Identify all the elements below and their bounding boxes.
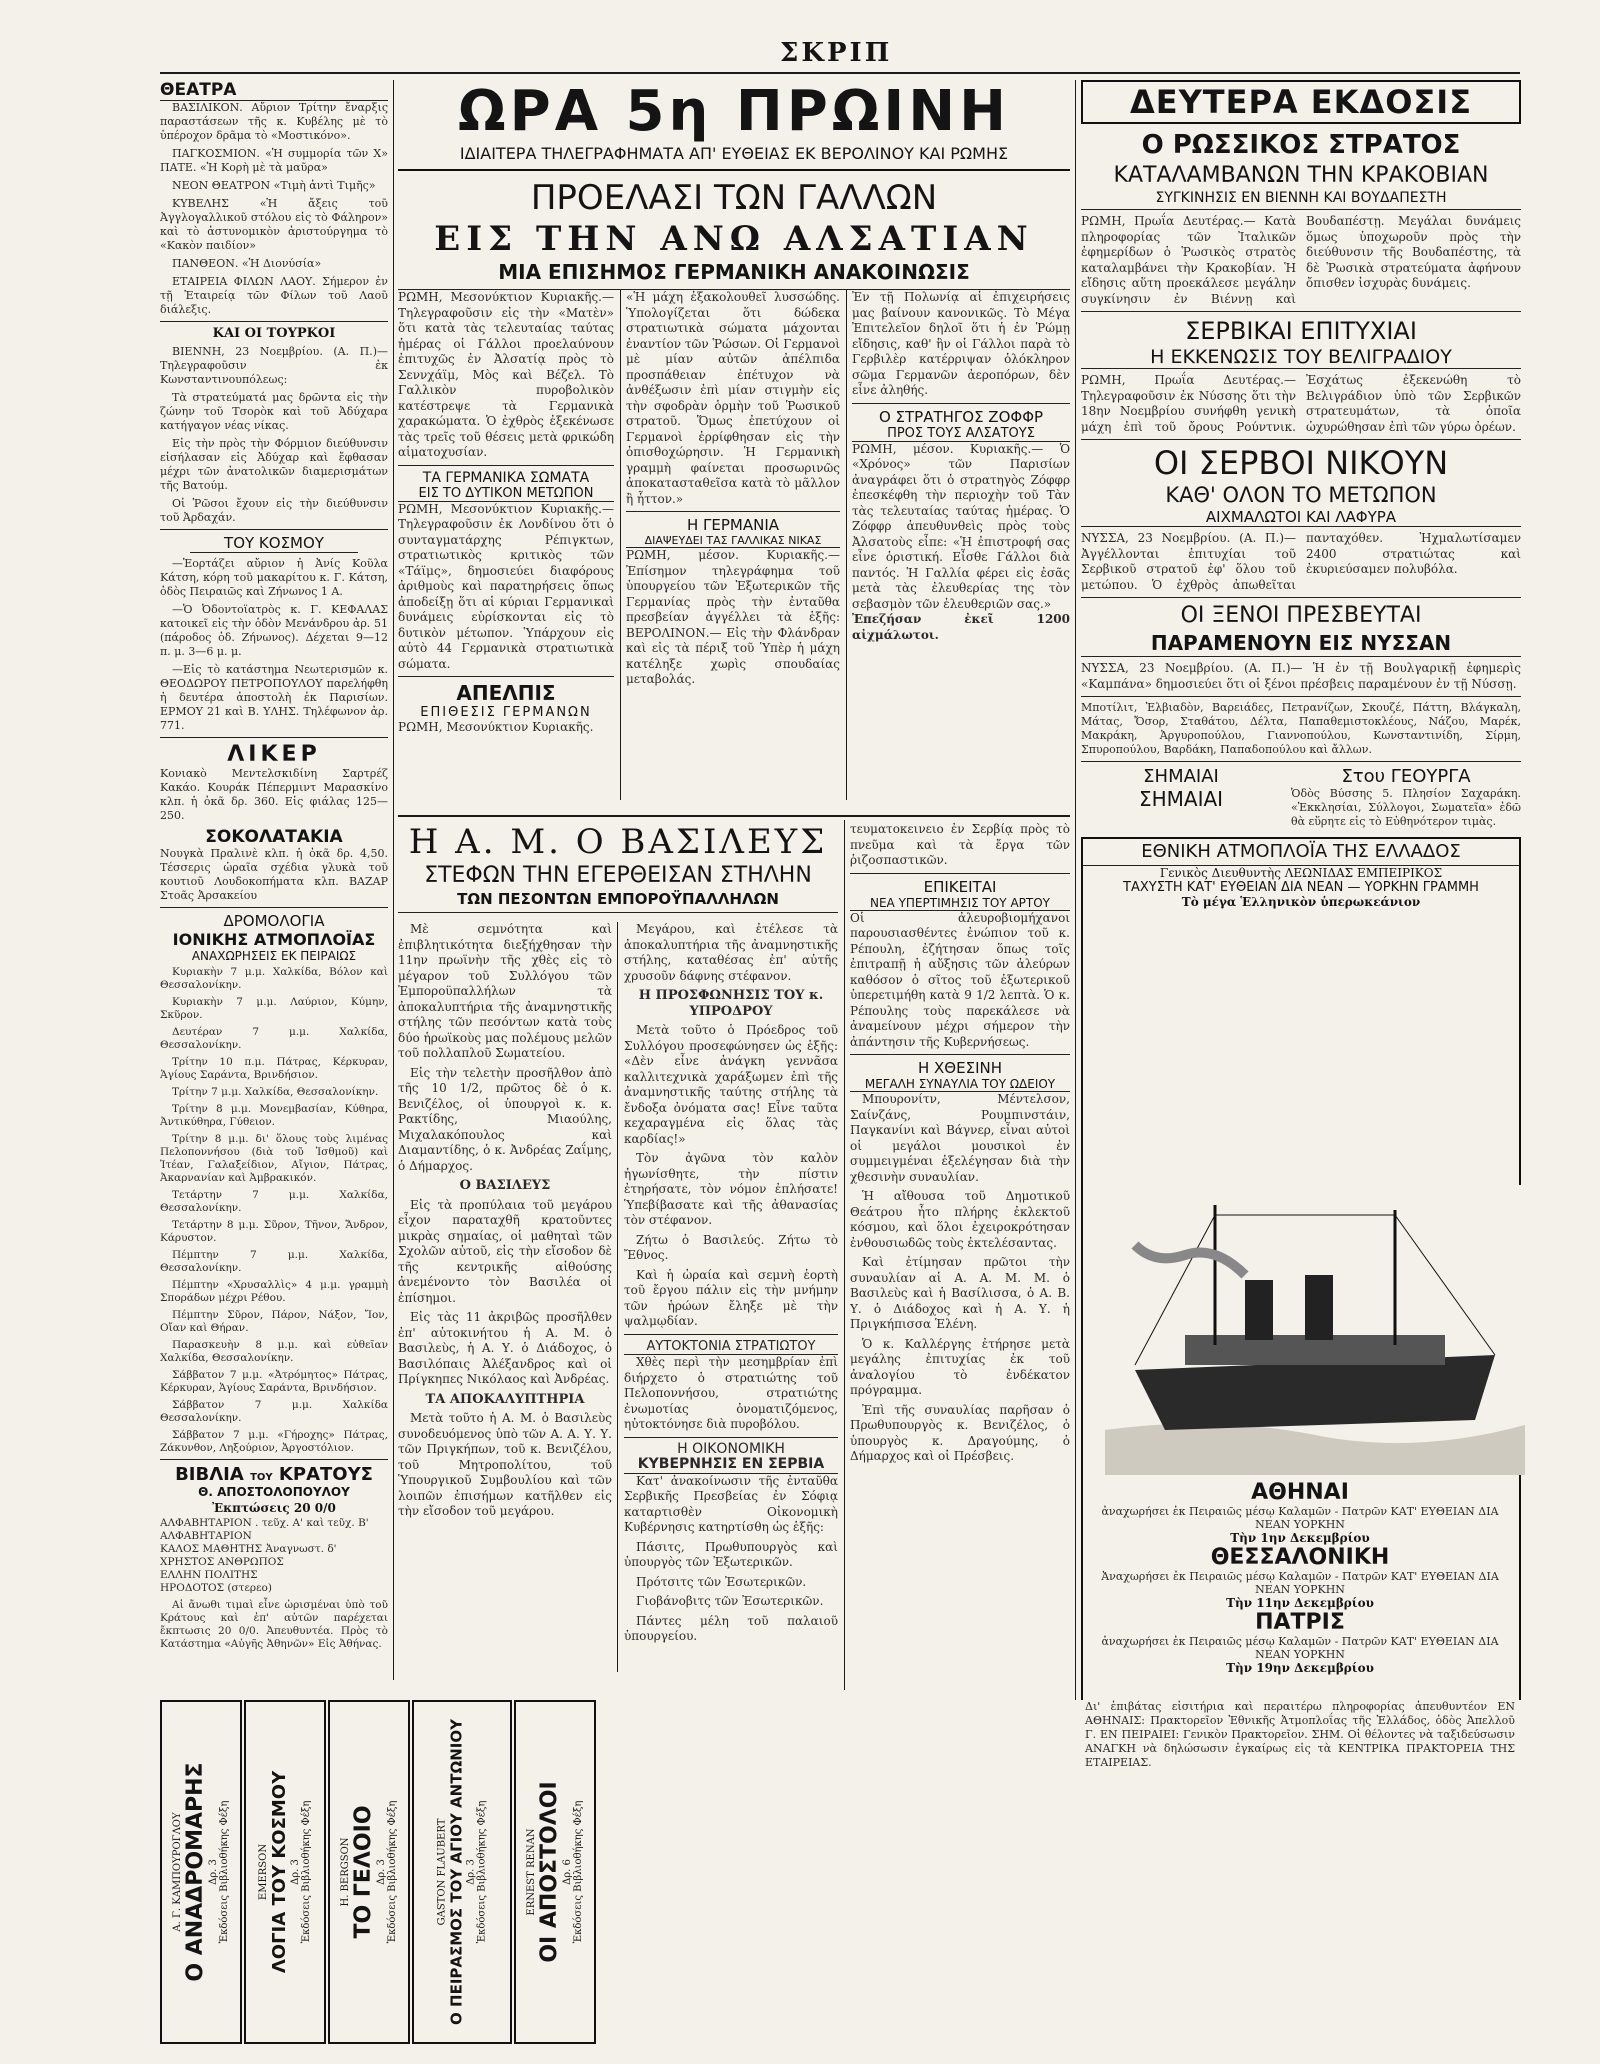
battle-article: «Ἡ μάχη ἐξακολουθεῖ λυσσώδης. Ὑπολογίζεται ὅτι δώδεκα στρατιωτικὰ σώματα μάχονται ἐναντίον τῶν Ῥώσων. Οἱ Γερμανοὶ μὲ μίαν αὐτῶν ἀπέλπιδα προσπάθειαν ἐπέτυχον νὰ ἀνθέξωσιν ἐπὶ μίαν στιγμὴν εἰς τὴν σφοδρὰν ὁρμὴν τοῦ Ῥωσικοῦ στρατοῦ. Ὅμως ἐπετύχουν οἱ Γερμανοὶ ἐρρίφθησαν εἰς τὴν ὀπισθοχώρησιν. Ἡ Γερμανικὴ γραμμὴ φαίνεται προσωρινῶς ἀποκατασταθεῖσα κατὰ τὸ μᾶλλον ἢ ἧττον.» <box>626 290 840 506</box>
ship-schedule <box>1085 1480 1515 1695</box>
brands-list: Μποτίλιτ, Ἐλβιαδὸν, Βαρειάδες, Πετρανίζων, Σκουζέ, Πάττη, Βλάγκαλη, Μάτας, Ὄσορ, Σταθάτου, Δέλτα, Παπαθεμιστοκλέους, Νάζου, Μαρέκ, Μακράκη, Ἀργυροπούλου, Γιαννοπούλου, Κωνσταντινίδη, Σίρμη, Σπυροπούλου, Βαρδάκη, Παπαδοπούλου καὶ ἄλλων. <box>1081 701 1521 756</box>
book-publisher: Ἐκδόσεις Βιβλιοθήκης Φέξη <box>387 1800 398 1944</box>
books-author: Θ. ΑΠΟΣΤΟΛΟΠΟΥΛΟΥ <box>198 1485 350 1499</box>
bread-article: Οἱ ἀλευροβιομήχανοι παρουσιασθέντες ἐνώπιον τοῦ κ. Ρέπουλη, ἐζήτησαν ὅπως τοῖς ἐπιτραπῇ ἡ αὔξησις τῶν ἀλεύρων καθόσον ὁ σῖτος τοῦ ἐξωτερικοῦ ὑπερετιμήθη κατὰ 9 1/2 λεπτὰ. Ὁ κ. Ρέπουλης τοὺς παρεκάλεσε νὰ ἀναμείνουν μέχρι σήμερον τὴν ἀπάντησιν τῆς Κυβερνήσεως. <box>850 910 1070 1049</box>
ship-route-thessaloniki: Ἀναχωρήσει ἐκ Πειραιῶς μέσῳ Καλαμῶν - Πατρῶν ΚΑΤ' ΕΥΘΕΙΑΝ ΔΙΑ ΝΕΑΝ ΥΟΡΚΗΝ <box>1101 1570 1499 1596</box>
book-author: GASTON FLAUBERT <box>436 1818 448 1926</box>
chocolates-text: Νουγκὰ Πραλινὲ κλπ. ἡ ὀκᾶ δρ. 4,50. Τέσσερις ὡραῖα σχέδια γλυκὰ τοῦ κουτιοῦ Λουδοκοπήματα κλπ. ΒΑΖΑΡ Στοᾶς Ἀρσακείου <box>160 847 388 902</box>
book-ad-inner <box>437 1719 488 2025</box>
subheading: Ο ΒΑΣΙΛΕΥΣ <box>459 1178 551 1193</box>
divider <box>398 676 614 677</box>
route-item: Τρίτην 7 μ.μ. Χαλκίδα, Θεσσαλονίκην. <box>172 1086 379 1098</box>
soldier-title: ΑΥΤΟΚΤΟΝΙΑ ΣΤΡΑΤΙΩΤΟΥ <box>624 1339 838 1356</box>
theatre-line: ΝΕΟΝ ΘΕΑΤΡΟΝ «Τιμὴ ἀντὶ Τιμῆς» <box>172 179 376 192</box>
germany-denies-subtitle: ΔΙΑΨΕΥΔΕΙ ΤΑΣ ΓΑΛΛΙΚΑΣ ΝΙΚΑΣ <box>626 534 840 548</box>
book-ad-apostoloi <box>514 1700 596 2044</box>
king-col-1 <box>398 922 612 1682</box>
king-text-2 <box>624 922 838 1645</box>
king-subtitle: ΣΤΕΦΩΝ ΤΗΝ ΕΓΕΡΘΕΙΣΑΝ ΣΤΗΛΗΝ <box>424 863 812 888</box>
german-corps-title: ΤΑ ΓΕΡΜΑΝΙΚΑ ΣΩΜΑΤΑ <box>422 469 590 486</box>
book-item: ΚΑΛΟΣ ΜΑΘΗΤΗΣ Ἀναγνωστ. δ' <box>160 1543 337 1555</box>
paragraph: Ἐπὶ τῆς συναυλίας παρῆσαν ὁ Πρωθυπουργὸς κ. Βενιζέλος, ὁ ὑπουργὸς κ. Δραγούμης, ὁ Δήμαρχος καὶ οἱ Πρέσβεις. <box>850 1402 1070 1463</box>
divider <box>1081 761 1521 762</box>
desperate-article: ΡΩΜΗ, Μεσονύκτιον Κυριακῆς. <box>398 720 594 734</box>
paragraph: Πάσιτς, Πρωθυπουργὸς καὶ ὑπουργὸς τῶν Ἐξωτερικῶν. <box>624 1539 838 1569</box>
book-ad-anadromaris <box>160 1700 242 2044</box>
routes-title: ΔΡΟΜΟΛΟΓΙΑ <box>223 912 325 930</box>
book-price: Δρ. 3 <box>290 1859 301 1885</box>
book-ad-logia <box>244 1700 326 2044</box>
concert-article <box>850 1092 1070 1465</box>
divider <box>624 1334 838 1335</box>
paragraph: Ζήτω ὁ Βασιλεύς. Ζήτω τὸ Ἔθνος. <box>624 1232 838 1262</box>
germany-denies-article: ΡΩΜΗ, μέσον. Κυριακῆς.—Ἐπίσημον τηλεγράφημα τοῦ ὑπουργείου τῶν Ἐξωτερικῶν τῆς Γερμανίας πρὸς τὴν ἐνταῦθα πρεσβείαν ἀγγέλλει τὰ ἑξῆς: ΒΕΡΟΛΙΝΟΝ.— Εἰς τὴν Φλάνδραν καὶ εἰς τὰ πέριξ τοῦ Ὑπὲρ ἡ μάχη κατέληξε χωρὶς σπουδαίας μεταβολάς. <box>626 548 840 686</box>
turks-title: ΚΑΙ ΟΙ ΤΟΥΡΚΟΙ <box>212 326 336 341</box>
paragraph: Οἱ Ῥῶσοι ἔχουν εἰς τὴν διεύθυνσιν τοῦ Ἀρδαχάν. <box>160 497 388 524</box>
book-title: ΟΙ ΑΠΟΣΤΟΛΟΙ <box>537 1781 562 1963</box>
serbs-subtitle-2: ΑΙΧΜΑΛΩΤΟΙ ΚΑΙ ΛΑΦΥΡΑ <box>1081 508 1521 527</box>
world-title: ΤΟΥ ΚΟΣΜΟΥ <box>190 534 358 553</box>
book-item: ΗΡΟΔΟΤΟΣ (στερεο) <box>160 1582 272 1594</box>
books-note: Αἱ ἄνωθι τιμαὶ εἶνε ὡρισμέναι ὑπὸ τοῦ Κράτους καὶ ἐπ' αὐτῶν παρέχεται ἔκπτωσις 20 0/0. Ἀπευθυντέα. Πρὸς τὸ Κατάστημα «Αὐγῆς Ἀθηνῶν» Εἰς Ἀθήνας. <box>160 1599 388 1650</box>
book-title: ΛΟΓΙΑ ΤΟΥ ΚΟΣΜΟΥ <box>269 1770 290 1974</box>
routes-subtitle: ΑΝΑΧΩΡΗΣΕΙΣ ΕΚ ΠΕΙΡΑΙΩΣ <box>191 949 357 963</box>
route-item: Σάββατον 7 μ.μ. «Γήροχης» Πάτρας, Ζάκυνθον, Ληξούριον, Ἀργοστόλιον. <box>160 1429 388 1454</box>
theatre-listing <box>160 101 388 317</box>
center-subcolumn-3 <box>852 290 1070 810</box>
joffre-subtitle: ΠΡΟΣ ΤΟΥΣ ΑΛΣΑΤΟΥΣ <box>852 426 1070 442</box>
divider <box>850 1054 1070 1055</box>
books-title <box>160 1464 388 1485</box>
book-title: Ο ΠΕΙΡΑΣΜΟΣ ΤΟΥ ΑΓΙΟΥ ΑΝΤΩΝΙΟΥ <box>447 1719 466 2025</box>
route-item: Σάββατον 7 μ.μ. «Ἀτρόμητος» Πάτρας, Κέρκυραν, Ἁγίους Σαράντα, Βρινδήσιον. <box>160 1369 388 1394</box>
flags-text: Ὁδὸς Βύσσης 5. Πλησίον Σαχαράκη. «Ἐκκλησίαι, Σύλλογοι, Σωματεῖα» ἐδῶ θὰ εὕρητε εἰς τὸ Εὐθηνότερον τιμὰς. <box>1291 787 1521 828</box>
divider <box>398 465 614 466</box>
paragraph: —Εἰς τὸ κατάστημα Νεωτερισμῶν κ. ΘΕΟΔΩΡΟΥ ΠΕΤΡΟΠΟΥΛΟΥ παρελήφθη ἡ δευτέρα ἀποστολὴ ἐκ Παρισίων. ΕΡΜΟΥ 21 καὶ Β. ΥΛΗΣ. Τηλέφωνον ἀρ. 771. <box>160 663 388 732</box>
route-item: Παρασκευὴν 8 μ.μ. καὶ εὐθεῖαν Χαλκίδα, Θεσσαλονίκην. <box>160 1339 388 1364</box>
banner-subtitle: ΙΔΙΑΙΤΕΡΑ ΤΗΛΕΓΡΑΦΗΜΑΤΑ ΑΠ' ΕΥΘΕΙΑΣ ΕΚ ΒΕΡΟΛΙΝΟΥ ΚΑΙ ΡΩΜΗΣ <box>398 144 1070 171</box>
center-subcolumn-2 <box>626 290 840 810</box>
paragraph: —Ἑορτάζει αὔριον ἡ Ἀνίς Κοῦλα Κάτση, κόρη τοῦ μακαρίτου κ. Γ. Κάτση, ὁδὸς Πειραιῶς καὶ Ζήνωνος 1 Α. <box>160 557 388 598</box>
divider <box>852 403 1070 404</box>
book-price: Δρ. 3 <box>208 1859 219 1885</box>
divider <box>850 873 1070 874</box>
book-publisher: Ἐκδόσεις Βιβλιοθήκης Φέξη <box>219 1800 230 1944</box>
route-item: Σάββατον 7 μ.μ. Χαλκίδα Θεσσαλονίκην. <box>160 1399 388 1424</box>
book-ad-inner <box>258 1771 312 1973</box>
flags-shop: Στου ΓΕΟΥΡΓΑ <box>1341 766 1471 787</box>
column-rule <box>844 820 845 1690</box>
paragraph: Μετὰ τοῦτο ὁ Πρόεδρος τοῦ Συλλόγου προσεφώνησεν ὡς ἑξῆς: «Δὲν εἶνε ἀνάγκη γεννᾶσα καλλιτεχνικὰ χαράξωμεν ἐπὶ τῆς ἀναμνηστικῆς ταύτης στήλης τὰ ἔνδοξα ὀνόματα σας! Εἶνε ταῦτα κεχαραγμένα εἰς ὅλας τὰς καρδίας!» <box>624 1023 838 1146</box>
german-corps-subtitle: ΕΙΣ ΤΟ ΔΥΤΙΚΟΝ ΜΕΤΩΠΟΝ <box>398 486 614 502</box>
headline-communique: ΜΙΑ ΕΠΙΣΗΜΟΣ ΓΕΡΜΑΝΙΚΗ ΑΝΑΚΟΙΝΩΣΙΣ <box>398 259 1070 290</box>
ship-name-athinai: ΑΘΗΝΑΙ <box>1251 1480 1349 1505</box>
serbs-subtitle: ΚΑΘ' ΟΛΟΝ ΤΟ ΜΕΤΩΠΟΝ <box>1165 483 1437 507</box>
routes-company: ΙΟΝΙΚΗΣ ΑΤΜΟΠΛΟΪΑΣ <box>172 930 376 949</box>
paragraph: Μὲ σεμνότητα καὶ ἐπιβλητικότητα διεξήχθησαν τὴν 11ην πρωϊνὴν τῆς χθὲς εἰς τὸ μέγαρον τοῦ Συλλόγου τῶν Ἐμποροϋπαλλήλων τὰ ἀποκαλυπτήρια τῆς ἀναμνηστικῆς στήλης τῶν πεσόντων κατὰ τοὺς δύο ἡρωϊκοὺς μας πολέμους μελῶν τοῦ πολλαπλοῦ Σωματείου. <box>398 922 612 1060</box>
subheading: Η ΠΡΟΣΦΩΝΗΣΙΣ ΤΟΥ κ. ΥΠΡΟΔΡΟΥ <box>638 988 824 1019</box>
column-rule <box>393 80 394 1680</box>
route-item: Τετάρτην 7 μ.μ. Χαλκίδα, Θεσσαλονίκην. <box>160 1189 388 1214</box>
poland-article: Ἐν τῇ Πολωνίᾳ αἱ ἐπιχειρήσεις μας βαίνουν κανονικῶς. Τὸ Μέγα Ἐπιτελεῖον δηλοῖ ὅτι ἡ ἐν Ῥώμῃ εἴδησις, καθ' ἣν οἱ Γάλλοι παρὰ τὸ Γερβιλὲρ κατέρριψαν ὁλόκληρον σῶμα Γερμανῶν ἀεροπόρων, δὲν εἶνε ἀληθής. <box>852 290 1070 397</box>
book-ad-geloio <box>328 1700 410 2044</box>
book-item: ΧΡΗΣΤΟΣ ΑΝΘΡΩΠΟΣ <box>160 1556 284 1568</box>
econ-title: Η ΟΙΚΟΝΟΜΙΚΗ <box>677 1440 785 1457</box>
shipping-footer: Δι' ἐπιβάτας εἰσιτήρια καὶ περαιτέρω πληροφορίας ἀπευθυντέον ΕΝ ΑΘΗΝΑΙΣ: Πρακτορεῖον Ἐθνικῆς Ἀτμοπλοΐας τῆς Ἑλλάδος, ὁδὸς Ἀπελλοῦ Γ. ΕΝ ΠΕΙΡΑΙΕΙ: Γενικὸν Πρακτορεῖον. ΣΗΜ. Οἱ θέλοντες νὰ ταξιδεύσωσιν ΑΝΑΓΚΗ νὰ δηλώσωσιν ἐγκαίρως εἰς τὰ ΚΕΝΤΡΙΚΑ ΠΡΑΚΤΟΡΕΙΑ ΤΗΣ ΕΤΑΙΡΕΙΑΣ. <box>1085 1700 1515 1769</box>
book-ad-peirasmos <box>412 1700 512 2044</box>
germany-denies-title: Η ΓΕΡΜΑΝΙΑ <box>686 516 780 534</box>
flags-ad-left <box>1081 766 1281 829</box>
paragraph: Καὶ ἐτίμησαν πρῶτοι τὴν συναυλίαν αἱ Α. Α. Μ. Μ. ὁ Βασιλεὺς καὶ ἡ Βασίλισσα, ὁ Α. Β. Υ. ὁ Διάδοχος καὶ ἡ Α. Υ. ἡ Πριγκήπισσα Ἑλένη. <box>850 1255 1070 1331</box>
desperate-subtitle: ΕΠΙΘΕΣΙΣ ΓΕΡΜΑΝΩΝ <box>420 705 592 720</box>
ship-date-patris: Τὴν 19ην Δεκεμβρίου <box>1226 1661 1374 1675</box>
paragraph: Κατ' ἀνακοίνωσιν τῆς ἐνταῦθα Σερβικῆς Πρεσβείας ἐν Σόφιᾳ καταρτισθὲν Οἰκονομικὴ Κυβέρνησις κατηρτίσθη ὡς ἑξῆς: <box>624 1473 838 1534</box>
books-title-c: ΚΡΑΤΟΥΣ <box>278 1464 373 1485</box>
joffre-title: Ο ΣΤΡΑΤΗΓΟΣ ΖΟΦΦΡ <box>878 407 1044 426</box>
alsace-article: ΡΩΜΗ, Μεσονύκτιον Κυριακῆς.— Τηλεγραφοῦσιν εἰς τὴν «Ματὲν» ὅτι κατὰ τὰς τελευταίας ταύτας ἡμέρας οἱ Γάλλοι προελαύνουν ἐπιτυχῶς ἐν Ἀλσατίᾳ πρὸς τὸ Σεννχάϊμ, Μὸς καὶ Βέζελ. Τὸ Γαλλικὸν πυροβολικὸν κατέστρεψε τὰ Γερμανικὰ χαρακώματα. Ὁ ἐχθρὸς ἐξεκένωσε τὰς τρεῖς τοῦ θέσεις μετὰ φρικώδη αἱματοχυσίαν. <box>398 290 614 459</box>
book-title: ΤΟ ΓΕΛΟΙΟ <box>351 1805 376 1939</box>
russia-subtitle: ΚΑΤΑΛΑΜΒΑΝΩΝ ΤΗΝ ΚΡΑΚΟΒΙΑΝ <box>1113 163 1489 188</box>
divider <box>160 321 388 322</box>
edition-banner: ΔΕΥΤΕΡΑ ΕΚΔΟΣΙΣ <box>1081 80 1521 124</box>
books-title-a: ΒΙΒΛΙΑ <box>175 1464 244 1485</box>
subheading: ΤΑ ΑΠΟΚΑΛΥΠΤΗΡΙΑ <box>425 1391 585 1407</box>
serbs-article: ΝΥΣΣΑ, 23 Νοεμβρίου. (Α. Π.)—Ἀγγέλλονται ἐπιτυχίαι τοῦ Σερβικοῦ στρατοῦ ἐφ' ὅλου τοῦ μετώπου. Ὁ ἐχθρὸς ἀπωθεῖται πανταχόθεν. Ἠχμαλωτίσαμεν 2400 στρατιώτας καὶ ἐκυριεύσαμεν πολυβόλα. <box>1081 531 1521 592</box>
king-col-2 <box>624 922 838 1682</box>
headline-advance: ΠΡΟΕΛΑΣΙ ΤΩΝ ΓΑΛΛΩΝ <box>530 178 938 218</box>
shipping-title: ΕΘΝΙΚΗ ΑΤΜΟΠΛΟΪΑ ΤΗΣ ΕΛΛΑΔΟΣ <box>1083 839 1519 866</box>
theatre-line: ΒΑΣΙΛΙΚΟΝ. Αὔριον Τρίτην ἔναρξις παραστάσεων τῆς κ. Κυβέλης μὲ τὸ ὑπέροχον δρᾶμα τὸ «Μοστικόνο». <box>160 101 388 142</box>
divider <box>160 529 388 530</box>
ship-date-thessaloniki: Τὴν 11ην Δεκεμβρίου <box>1226 1596 1374 1610</box>
center-right-col <box>850 822 1070 1690</box>
continued-text: τευματοκεινειο ἐν Σερβίᾳ πρὸς τὸ πνεῦμα καὶ τὰ ἔργα τῶν ῥιζοσπαστικῶν. <box>850 822 1070 867</box>
banner-headline: ΩΡΑ 5η ΠΡΩΙΝΗ <box>458 80 1010 144</box>
econ-subtitle: ΚΥΒΕΡΝΗΣΙΣ ΕΝ ΣΕΡΒΙΑ <box>624 1457 838 1474</box>
theatre-title: ΘΕΑΤΡΑ <box>160 80 388 101</box>
book-author: Α. Γ. ΚΑΜΠΟΥΡΟΓΛΟΥ <box>172 1812 183 1932</box>
paragraph: Εἰς τὴν τελετὴν προσῆλθον ἀπὸ τῆς 10 1/2, πρῶτος δὲ ὁ κ. Βενιζέλος, οἱ ὑπουργοὶ κ. κ. Ρακτίδης, Μιαούλης, Μιχαλακόπουλος καὶ Διαμαντίδης, ὁ κ. Ἀνδρέας Ζαΐμης, ὁ Δήμαρχος. <box>398 1065 612 1173</box>
route-item: Τρίτην 8 μ.μ. Μονεμβασίαν, Κύθηρα, Ἀντικύθηρα, Γύθειον. <box>160 1103 388 1128</box>
desperate-title: ΑΠΕΛΠΙΣ <box>456 681 556 705</box>
divider <box>624 1437 838 1438</box>
column-rule <box>620 290 621 800</box>
book-item: ΑΛΦΑΒΗΤΑΡΙΟΝ <box>160 1530 252 1542</box>
paragraph: Μεγάρου, καὶ ἐτέλεσε τὰ ἀποκαλυπτήρια τῆς ἀναμνηστικῆς στήλης, καταθέσας ἐπ' αὐτῆς χρυσοῦν δάφνης στέφανον. <box>624 922 838 983</box>
paragraph: Καὶ ἡ ὡραία καὶ σεμνὴ ἑορτὴ τοῦ ἔργου πάλιν εἰς τὴν μνήμην τῶν ἡρώων ἔληξε μὲ τὴν ψαλμῳδίαν. <box>624 1267 838 1328</box>
ship-route-patris: ἀναχωρήσει ἐκ Πειραιῶς μέσῳ Καλαμῶν - Πατρῶν ΚΑΤ' ΕΥΘΕΙΑΝ ΔΙΑ ΝΕΑΝ ΥΟΡΚΗΝ <box>1101 1635 1499 1661</box>
king-title: Η Α. Μ. Ο ΒΑΣΙΛΕΥΣ <box>408 822 828 862</box>
route-item: Πέμπτην 7 μ.μ. Χαλκίδα, Θεσσαλονίκην. <box>160 1249 388 1274</box>
divider <box>1081 439 1521 440</box>
liker-text: Κονιακὸ Μεντελσκιδίνη Σαρτρέζ Κακάο. Κουράκ Πέπερμιντ Μαρασκίνο κλπ. ἡ ὀκᾶ δρ. 360. Εἰς φιάλας 125—250. <box>160 767 388 822</box>
route-item: Δευτέραν 7 μ.μ. Χαλκίδα, Θεσσαλονίκην. <box>160 1026 388 1051</box>
column-rule <box>1075 80 1076 1700</box>
envoys-article: ΝΥΣΣΑ, 23 Νοεμβρίου. (Α. Π.)— Ἡ ἐν τῇ Βουλγαρικῇ ἐφημερὶς «Καμπάνα» δημοσιεύει ὅτι οἱ ξένοι πρέσβεις παραμένουν ἐν τῇ Νύσσῃ. <box>1081 661 1521 691</box>
route-item: Τρίτην 10 π.μ. Πάτρας, Κέρκυραν, Ἁγίους Σαράντα, Βρινδήσιον. <box>160 1056 388 1081</box>
book-author: H. BERGSON <box>340 1837 351 1907</box>
envoys-title: ΟΙ ΞΕΝΟΙ ΠΡΕΣΒΕΥΤΑΙ <box>1180 603 1422 628</box>
paragraph: Ἡ αἴθουσα τοῦ Δημοτικοῦ Θεάτρου ἦτο πλήρης ἐκλεκτοῦ κόσμου, καὶ ὅλοι ἐχειροκρότησαν ἐνθουσιωδῶς τοὺς ἐκτελέσαντας. <box>850 1189 1070 1250</box>
joffre-article: ΡΩΜΗ, μέσον. Κυριακῆς.— Ὁ «Χρόνος» τῶν Παρισίων ἀναγράφει ὅτι ὁ στρατηγὸς Ζόφφρ ἐπεσκέφθη τὴν περιοχὴν τοῦ Τὰν τὰς τελευταίας ταύτας ἡμέρας. Ὁ Ζόφφρ ἀπευθυνθεὶς πρὸς τοὺς Ἀλσατοὺς εἶπε: «Ἡ ἐπιστροφή σας εἶνε ὁριστική. Εἶσθε Γάλλοι διὰ παντός. Ἡ Γαλλία φέρει εἰς ἐσᾶς μετὰ τὰς ἐλευθερίας της τὸν σεβασμὸν τῶν ἐλευθεριῶν σας.» <box>852 441 1070 611</box>
divider <box>160 737 388 738</box>
books-title-b: ΤΟΥ <box>250 1472 273 1483</box>
flags-ad <box>1081 766 1521 829</box>
divider <box>160 907 388 908</box>
divider <box>1081 597 1521 598</box>
serbia-subtitle: Η ΕΚΚΕΝΩΣΙΣ ΤΟΥ ΒΕΛΙΓΡΑΔΙΟΥ <box>1081 346 1521 369</box>
serbs-title: ΟΙ ΣΕΡΒΟΙ ΝΙΚΟΥΝ <box>1153 444 1449 482</box>
ship-date-athinai: Τὴν 1ην Δεκεμβρίου <box>1230 1531 1370 1545</box>
king-subtitle-2: ΤΩΝ ΠΕΣΟΝΤΩΝ ΕΜΠΟΡΟΫΠΑΛΛΗΛΩΝ <box>398 890 838 913</box>
shipping-route: ΤΑΧΥΣΤΗ ΚΑΤ' ΕΥΘΕΙΑΝ ΔΙΑ ΝΕΑΝ — ΥΟΡΚΗΝ ΓΡΑΜΜΗ <box>1123 880 1479 895</box>
center-subcolumn-1 <box>398 290 614 810</box>
book-item: ΕΛΛΗΝ ΠΟΛΙΤΗΣ <box>160 1569 258 1581</box>
paragraph: Πάντες μέλη τοῦ παλαιοῦ ὑπουργείου. <box>624 1613 838 1643</box>
joffre-tail: Ἐπεζήσαν ἐκεῖ 1200 αἰχμάλωτοι. <box>852 612 1070 642</box>
headline-alsace: ΕΙΣ ΤΗΝ ΑΝΩ ΑΛΣΑΤΙΑΝ <box>434 219 1034 259</box>
book-price: Δρ. 3 <box>376 1859 387 1885</box>
theatre-line: ΠΑΓΚΟΣΜΙΟΝ. «Ἡ συμμορία τῶν Χ» ΠΑΤΕ. «Ἡ Κορὴ μὲ τὰ μαῦρα» <box>160 147 388 174</box>
chocolates-title: ΣΟΚΟΛΑΤΑΚΙΑ <box>205 827 343 847</box>
liker-title: ΛΙΚΕΡ <box>227 742 321 767</box>
masthead: ΣΚΡΙΠ <box>780 38 893 68</box>
book-author: ERNEST RENAN <box>526 1828 537 1916</box>
route-item: Κυριακὴν 7 μ.μ. Λαύριον, Κύμην, Σκῦρον. <box>160 996 388 1021</box>
paragraph: Πρότσιτς τῶν Ἐσωτερικῶν. <box>636 1574 807 1589</box>
flags-title: ΣΗΜΑΙΑΙ <box>1143 766 1219 787</box>
concert-title: Η ΧΘΕΣΙΝΗ <box>917 1059 1002 1077</box>
paragraph: Τὰ στρατεύματά μας δρῶντα εἰς τὴν ζώνην τοῦ Τσορὸκ καὶ τοῦ Ἀδύχαρα κατήγαγον νέας νίκας. <box>160 391 388 432</box>
theatre-line: ΠΑΝΘΕΟΝ. «Ἡ Διονύσία» <box>172 257 322 270</box>
german-corps-article: ΡΩΜΗ, Μεσονύκτιον Κυριακῆς.—Τηλεγραφοῦσιν ἐκ Λονδίνου ὅτι ὁ συνταγματάρχης Ρέπιγκτων, στρατιωτικὸς κριτικὸς τῶν «Τάϊμς», δημοσιεύει διαφόρους ἀριθμοὺς καὶ παρατηρήσεις ὅπως ἀποδείξῃ ὅτι αἱ κύριαι Γερμανικαὶ δυνάμεις εὑρίσκονται εἰς τὸ δυτικὸν μέτωπον. Ὑπάρχουν εἰς αὐτὸ 44 Γερμανικὰ στρατιωτικὰ σώματα. <box>398 501 614 671</box>
route-item: Πέμπτην Σῦρον, Πάρον, Νάξον, Ἴον, Οἴαν καὶ Θήραν. <box>160 1309 388 1334</box>
left-column <box>160 80 388 1690</box>
book-publisher: Ἐκδόσεις Βιβλιοθήκης Φέξη <box>301 1800 312 1944</box>
divider <box>626 511 840 512</box>
book-ad-inner <box>172 1762 230 1981</box>
book-ad-inner <box>526 1781 584 1962</box>
paragraph: Εἰς τὰς 11 ἀκριβῶς προσῆλθεν ἐπ' αὐτοκινήτου ἡ Α. Μ. ὁ Βασιλεὺς, ἡ Α. Υ. ὁ Διάδοχος, ὁ Βασιλόπαις Ἀλέξανδρος καὶ οἱ Πρίγκηπες Νικόλαος καὶ Ἀνδρέας. <box>398 1310 612 1386</box>
book-publisher: Ἐκδόσεις Βιβλιοθήκης Φέξη <box>573 1800 584 1944</box>
top-rule <box>160 72 1520 74</box>
center-section <box>398 80 1070 1690</box>
paragraph: Μπουρονίτν, Μέντελσον, Σαίνζάνς, Ρουμπινστάιν, Παγκανίνι καὶ Βάγνερ, εἶναι αὐτοὶ οἱ μεγάλοι μουσικοὶ ἐν συμμειγμέναι ἐξελέγησαν διὰ τὴν χθεσινὴν συναυλίαν. <box>850 1092 1070 1184</box>
column-rule <box>617 922 618 1672</box>
envoys-subtitle: ΠΑΡΑΜΕΝΟΥΝ ΕΙΣ ΝΥΣΣΑΝ <box>1081 630 1521 657</box>
paragraph: Μετὰ τοῦτο ἡ Α. Μ. ὁ Βασιλεὺς συνοδευόμενος ὑπὸ τῶν Α. Α. Υ. Υ. τῶν Πριγκήπων, τοῦ κ. Βενιζέλου, τοῦ Μητροπολίτου, τοῦ Ὑπουργικοῦ Συμβουλίου καὶ τῶν λοιπῶν ἐπισήμων κατῆλθεν εἰς τὴν εἴσοδον τοῦ μεγάρου. <box>398 1411 612 1518</box>
route-item: Τετάρτην 8 μ.μ. Σῦρον, Τῆνον, Ἄνδρον, Κάρυστον. <box>160 1219 388 1244</box>
route-item: Πέμπτην «Χρυσαλλὶς» 4 μ.μ. γραμμὴ Σποράδων μέχρι Ρέθου. <box>160 1279 388 1304</box>
bread-subtitle: ΝΕΑ ΥΠΕΡΤΙΜΗΣΙΣ ΤΟΥ ΑΡΤΟΥ <box>850 896 1070 911</box>
book-author: EMERSON <box>258 1843 269 1901</box>
russia-article: ΡΩΜΗ, Πρωΐα Δευτέρας.— Κατὰ πληροφορίας τῶν Ἰταλικῶν ἐφημερίδων ὁ Ῥωσικὸς στρατὸς καταλαμβάνει τὴν Κρακοβίαν. Ἡ εἴδησις αὕτη προεκάλεσε μεγάλην συγκίνησιν ἐν Βιέννῃ καὶ Βουδαπέστῃ. Μεγάλαι δυνάμεις ὅμως ὑποχωροῦν πρὸς τὴν διεύθυνσιν τῆς Βουδαπέστης, τὰ δὲ Ῥωσικὰ στρατεύματα ἀφήνουν ὄπισθεν ἰσχυρὰς δυνάμεις. <box>1081 214 1521 306</box>
turks-article <box>160 345 388 525</box>
king-text-1 <box>398 922 612 1520</box>
book-title: Ο ΑΝΑΔΡΟΜΑΡΗΣ <box>183 1762 208 1982</box>
book-ad-inner <box>340 1801 398 1944</box>
book-price: Δρ. 6 <box>562 1859 573 1885</box>
russia-subtitle-2: ΣΥΓΚΙΝΗΣΙΣ ΕΝ ΒΙΕΝΝΗ ΚΑΙ ΒΟΥΔΑΠΕΣΤΗ <box>1081 190 1521 210</box>
serbia-title: ΣΕΡΒΙΚΑΙ ΕΠΙΤΥΧΙΑΙ <box>1185 317 1417 345</box>
divider <box>1081 311 1521 312</box>
ship-name-patris: ΠΑΤΡΙΣ <box>1255 1610 1345 1635</box>
flags-ad-right <box>1291 766 1521 829</box>
routes-list <box>160 966 388 1455</box>
ship-route-athinai: ἀναχωρήσει ἐκ Πειραιῶς μέσῳ Καλαμῶν - Πατρῶν ΚΑΤ' ΕΥΘΕΙΑΝ ΔΙΑ ΝΕΑΝ ΥΟΡΚΗΝ <box>1101 1505 1499 1531</box>
russia-title: Ο ΡΩΣΣΙΚΟΣ ΣΤΡΑΤΟΣ <box>1141 130 1461 160</box>
route-item: Τρίτην 8 μ.μ. δι' ὅλους τοὺς λιμένας Πελοποννήσου (διὰ τοῦ Ἰσθμοῦ) καὶ Ἰτέαν, Γαλαξείδιον, Αἴγιον, Πάτρας, Ἀκαρνανίαν καὶ Ἀμβρακικόν. <box>160 1133 388 1184</box>
king-story <box>398 822 838 1690</box>
route-item: Κυριακὴν 7 μ.μ. Χαλκίδα, Βόλον καὶ Θεσσαλονίκην. <box>160 966 388 991</box>
paragraph: Τὸν ἀγῶνα τὸν καλὸν ἠγωνίσθητε, τὴν πίστιν ἐτηρήσατε, τὸν νόμον ἐπλήσατε! Ὑπεβίβασατε καὶ τῆς ἀθανασίας τὸν στέφανον. <box>624 1151 838 1227</box>
paragraph: ΒΙΕΝΝΗ, 23 Νοεμβρίου. (Α. Π.)— Τηλεγραφοῦσιν ἐκ Κωνσταντινουπόλεως: <box>160 345 388 386</box>
flags-title-2: ΣΗΜΑΙΑΙ <box>1138 787 1224 811</box>
shipping-ship: Τὸ μέγα Ἑλληνικὸν ὑπερωκεάνιον <box>1181 895 1421 909</box>
world-article <box>160 557 388 733</box>
paragraph: Ὁ κ. Καλλέργης ἐτήρησε μετὰ μεγάλης ἐπιτυχίας ἐκ τοῦ ἀναλογίου τὸ ἐνδέκατον πρόγραμμα. <box>850 1336 1070 1397</box>
ship-name-thessaloniki: ΘΕΣΣΑΛΟΝΙΚΗ <box>1210 1545 1390 1570</box>
paragraph: Εἰς τὰ προπύλαια τοῦ μεγάρου εἶχον παραταχθῆ κρατοῦντες μικρὰς σημαίας, οἱ μαθηταὶ τῶν Σχολῶν αὐτοῦ, εἰς τὴν εἴσοδον δὲ τῆς κεντρικῆς αἰθούσης ἀνεμένοντο τὸν Βασιλέα οἱ ἐπίσημοι. <box>398 1197 612 1305</box>
books-list <box>160 1517 388 1651</box>
paragraph: —Ὁ Ὀδοντοϊατρὸς κ. Γ. ΚΕΦΑΛΑΣ κατοικεῖ εἰς τὴν ὁδὸν Μενάνδρου ἀρ. 51 (πάροδος ὁδ. Ζήνωνος). Δέχεται 9—12 π. μ. 3—6 μ. μ. <box>160 603 388 658</box>
divider <box>160 1459 388 1460</box>
shipping-director: Γενικὸς Διευθυντὴς ΛΕΩΝΙΔΑΣ ΕΜΠΕΙΡΙΚΟΣ <box>1159 866 1443 880</box>
bread-title: ΕΠΙΚΕΙΤΑΙ <box>923 877 997 896</box>
book-publisher: Ἐκδόσεις Βιβλιοθήκης Φέξη <box>476 1800 488 1944</box>
book-price: Δρ. 3 <box>465 1859 477 1885</box>
theatre-line: ΚΥΒΕΛΗΣ «Ἡ ἄξεις τοῦ Ἀγγλογαλλικοῦ στόλου εἰς τὸ Φάληρον» καὶ τὸ ἀστυνομικὸν ἀριστούργημα τὸ «Κακὸν παιδίον» <box>160 197 388 252</box>
book-item: ΑΛΦΑΒΗΤΑΡΙΟΝ . τεῦχ. Α' καὶ τεῦχ. Β' <box>160 1517 369 1529</box>
column-rule <box>846 290 847 800</box>
divider <box>1081 696 1521 697</box>
section-rule <box>398 815 1070 817</box>
paragraph: Εἰς τὴν πρὸς τὴν Φόρμιον διεύθυνσιν εἰσήλασαν εἰς Ἀδύχαρ καὶ ἔφθασαν μέχρι τῶν ἀνατολικῶν διαμερισμάτων τῆς Βατούμ. <box>160 437 388 492</box>
paragraph: Γιοβάνοβιτς τῶν Ἐσωτερικῶν. <box>636 1594 824 1608</box>
paragraph: Χθὲς περὶ τὴν μεσημβρίαν ἐπὶ διήρχετο ὁ στρατιώτης τοῦ Πελοποννήσου, στρατιώτης ἐνωμοτίας ὀνοματιζόμενος, ηὐτοκτόνησε διὰ πυροβόλου. <box>624 1355 838 1431</box>
serbia-article: ΡΩΜΗ, Πρωΐα Δευτέρας.— Τηλεγραφοῦσιν ἐκ Νύσσης ὅτι τὴν 18ην Νοεμβρίου συνήφθη γενικὴ μάχη ἐπὶ τοῦ ὄρους Ρούντνικ. Ἐσχάτως ἐξεκενώθη τὸ Βελιγράδιον ὑπὸ τῶν Σερβικῶν στρατευμάτων, τὰ ὁποῖα ὠχυρώθησαν ἐπὶ τῶν γύρω ὀρέων. <box>1081 373 1521 434</box>
books-discount: Ἐκπτώσεις 20 0/0 <box>212 1501 336 1515</box>
concert-subtitle: ΜΕΓΑΛΗ ΣΥΝΑΥΛΙΑ ΤΟΥ ΩΔΕΙΟΥ <box>850 1077 1070 1092</box>
theatre-line: ΕΤΑΙΡΕΙΑ ΦΙΛΩΝ ΛΑΟΥ. Σήμερον ἐν τῇ Ἑταιρείᾳ τῶν Φίλων τοῦ Λαοῦ διάλεξις. <box>160 275 388 316</box>
steamship-illustration <box>1095 1185 1535 1475</box>
